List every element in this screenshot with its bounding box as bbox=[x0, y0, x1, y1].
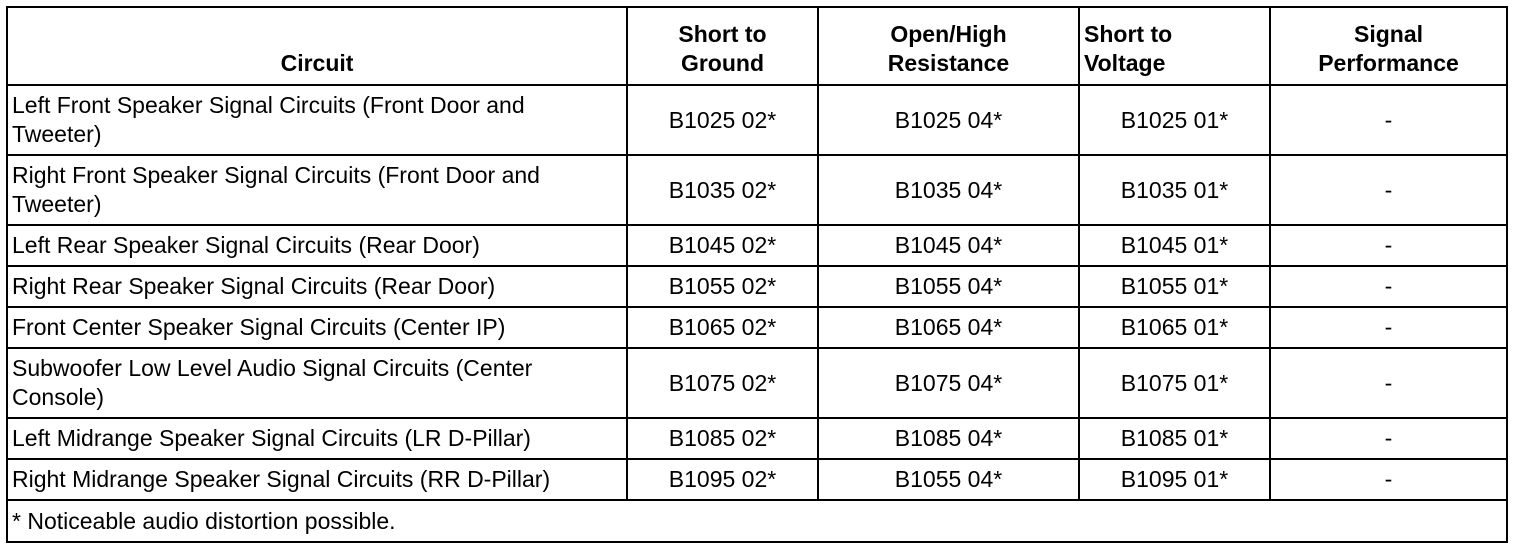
signal-performance-cell: - bbox=[1270, 459, 1507, 500]
header-open-high-resistance: Open/High Resistance bbox=[818, 7, 1079, 85]
header-row bbox=[7, 7, 1507, 85]
short-to-ground-cell: B1055 02* bbox=[627, 266, 818, 307]
signal-performance-cell: - bbox=[1270, 155, 1507, 225]
signal-performance-cell: - bbox=[1270, 418, 1507, 459]
short-to-ground-cell: B1095 02* bbox=[627, 459, 818, 500]
table-row bbox=[7, 348, 1507, 418]
table-row bbox=[7, 418, 1507, 459]
short-to-voltage-cell: B1065 01* bbox=[1079, 307, 1270, 348]
signal-performance-cell: - bbox=[1270, 85, 1507, 155]
circuit-cell: Subwoofer Low Level Audio Signal Circuits (Center Console) bbox=[7, 348, 627, 418]
short-to-voltage-cell: B1035 01* bbox=[1079, 155, 1270, 225]
circuit-cell: Front Center Speaker Signal Circuits (Center IP) bbox=[7, 307, 627, 348]
dtc-table bbox=[6, 6, 1508, 543]
footnote: * Noticeable audio distortion possible. bbox=[7, 500, 1507, 542]
open-high-resistance-cell: B1075 04* bbox=[818, 348, 1079, 418]
table-row bbox=[7, 155, 1507, 225]
short-to-voltage-cell: B1085 01* bbox=[1079, 418, 1270, 459]
signal-performance-cell: - bbox=[1270, 348, 1507, 418]
circuit-cell: Left Midrange Speaker Signal Circuits (LR D-Pillar) bbox=[7, 418, 627, 459]
short-to-voltage-cell: B1055 01* bbox=[1079, 266, 1270, 307]
open-high-resistance-cell: B1085 04* bbox=[818, 418, 1079, 459]
short-to-voltage-cell: B1075 01* bbox=[1079, 348, 1270, 418]
circuit-cell: Right Rear Speaker Signal Circuits (Rear Door) bbox=[7, 266, 627, 307]
header-circuit: Circuit bbox=[7, 7, 627, 85]
header-signal-performance: Signal Performance bbox=[1270, 7, 1507, 85]
table-row bbox=[7, 266, 1507, 307]
open-high-resistance-cell: B1035 04* bbox=[818, 155, 1079, 225]
short-to-ground-cell: B1045 02* bbox=[627, 225, 818, 266]
open-high-resistance-cell: B1055 04* bbox=[818, 266, 1079, 307]
short-to-ground-cell: B1085 02* bbox=[627, 418, 818, 459]
open-high-resistance-cell: B1045 04* bbox=[818, 225, 1079, 266]
short-to-ground-cell: B1075 02* bbox=[627, 348, 818, 418]
circuit-cell: Right Front Speaker Signal Circuits (Front Door and Tweeter) bbox=[7, 155, 627, 225]
header-short-to-ground: Short to Ground bbox=[627, 7, 818, 85]
table-row bbox=[7, 459, 1507, 500]
short-to-ground-cell: B1025 02* bbox=[627, 85, 818, 155]
short-to-voltage-cell: B1045 01* bbox=[1079, 225, 1270, 266]
open-high-resistance-cell: B1025 04* bbox=[818, 85, 1079, 155]
footnote-row bbox=[7, 500, 1507, 542]
short-to-voltage-cell: B1025 01* bbox=[1079, 85, 1270, 155]
table-row bbox=[7, 307, 1507, 348]
circuit-cell: Left Rear Speaker Signal Circuits (Rear Door) bbox=[7, 225, 627, 266]
signal-performance-cell: - bbox=[1270, 266, 1507, 307]
signal-performance-cell: - bbox=[1270, 225, 1507, 266]
circuit-cell: Left Front Speaker Signal Circuits (Front Door and Tweeter) bbox=[7, 85, 627, 155]
short-to-voltage-cell: B1095 01* bbox=[1079, 459, 1270, 500]
header-short-to-voltage: Short to Voltage bbox=[1079, 7, 1270, 85]
signal-performance-cell: - bbox=[1270, 307, 1507, 348]
open-high-resistance-cell: B1055 04* bbox=[818, 459, 1079, 500]
table-row bbox=[7, 225, 1507, 266]
table-row bbox=[7, 85, 1507, 155]
short-to-ground-cell: B1035 02* bbox=[627, 155, 818, 225]
short-to-ground-cell: B1065 02* bbox=[627, 307, 818, 348]
circuit-cell: Right Midrange Speaker Signal Circuits (RR D-Pillar) bbox=[7, 459, 627, 500]
open-high-resistance-cell: B1065 04* bbox=[818, 307, 1079, 348]
